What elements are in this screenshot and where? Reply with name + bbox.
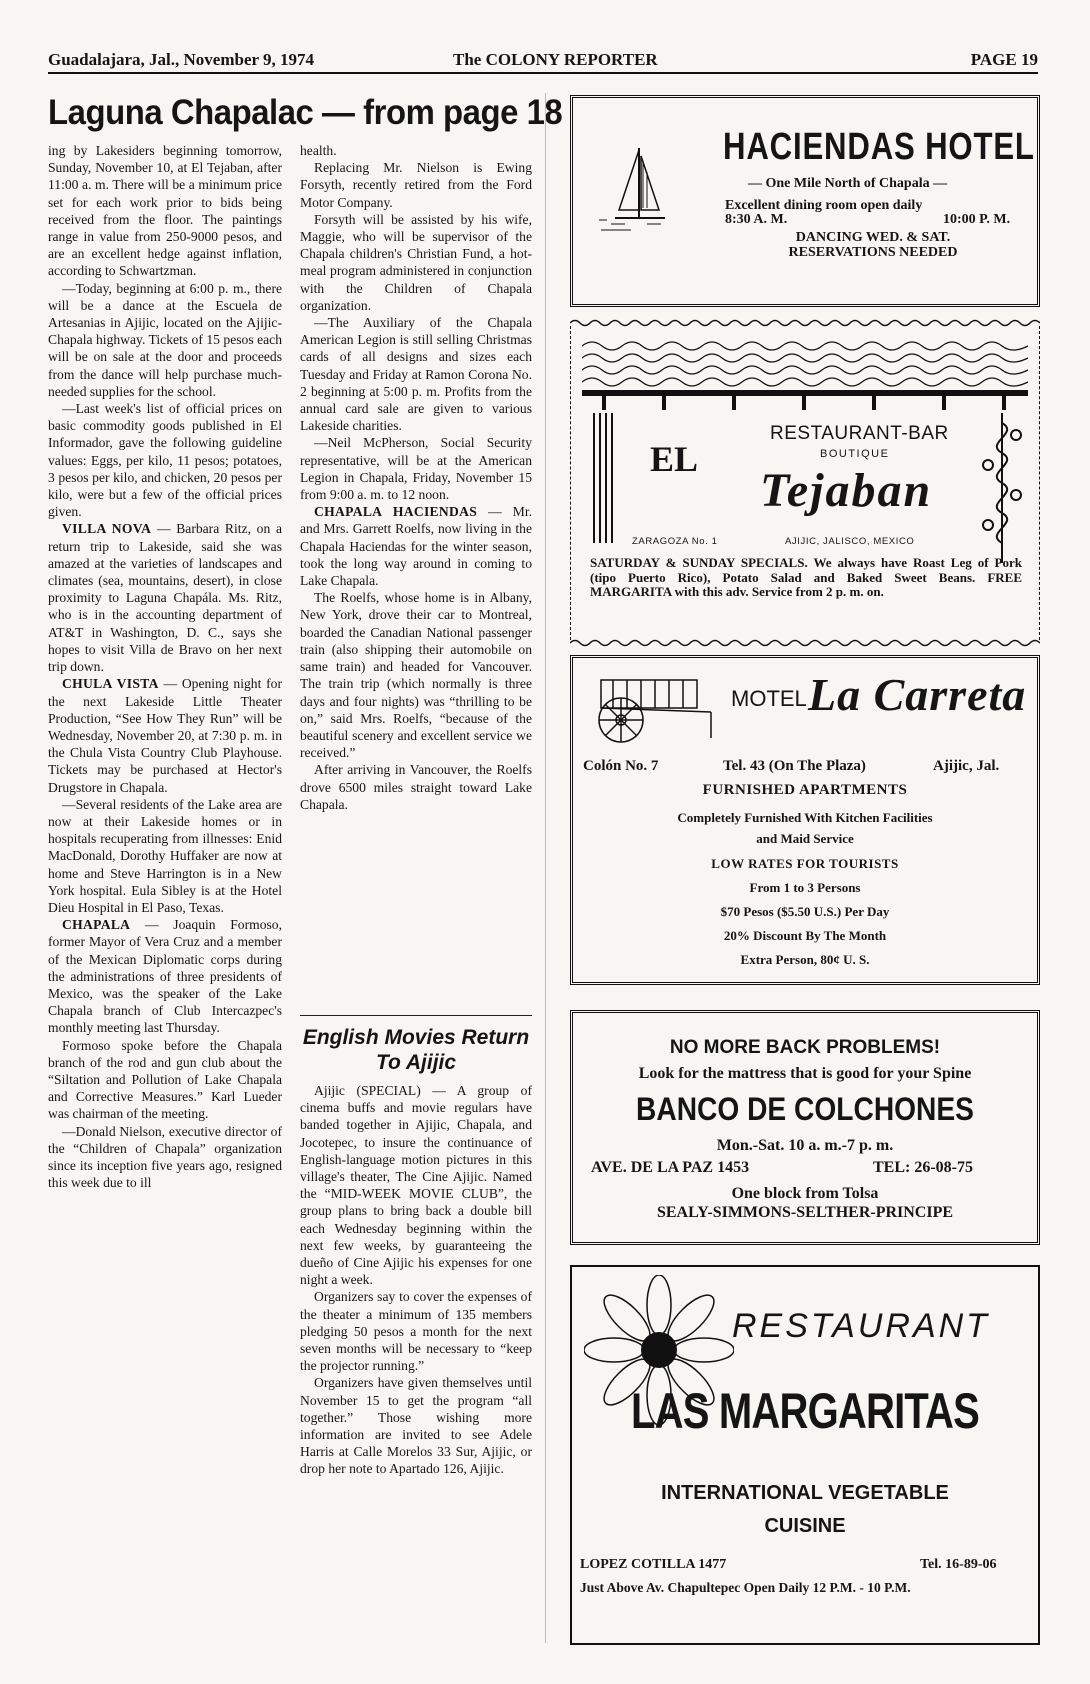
ad-banco-de-colchones — [570, 1010, 1040, 1245]
paragraph: CHAPALA HACIENDAS — Mr. and Mrs. Garrett Roelfs, now living in the Chapala Haciendas for the winter season, took the long way around in coming to Lake Chapala. — [300, 504, 533, 589]
motel-label: MOTEL — [731, 686, 807, 711]
paragraph: Organizers have given themselves until November 15 to get the program “all together.” Those wishing more information are invited to see Adele Harris at Calle Morelos 33 Sur, Ajijic, or drop her note to Apartado 126, Ajijic. — [300, 1375, 532, 1477]
dancing-line: DANCING WED. & SAT. — [795, 230, 951, 245]
paragraph: —Last week's list of official prices on basic commodity goods published in El Informador, gave the following guideline values: Eggs, per kilo, 11 pesos; potatoes, 3 pesos per kilo, and chicken, 20 pesos per kilo, were but a few of the official prices given. — [48, 401, 282, 520]
carreta-line: FURNISHED APARTMENTS — [702, 782, 908, 798]
paragraph: VILLA NOVA — Barbara Ritz, on a return trip to Lakeside, said she was amazed at the varieties of landscapes and climates (sea, mountains, desert), in close proximity to Laguna Chapála. Ms. Ritz, who is in the accounting department of AT&T in Washington, D. C., says she hopes to visit Villa de Bravo on her next trip down. — [48, 521, 282, 675]
hours-open: 8:30 A. M. — [725, 212, 788, 227]
restaurant-bar-label: RESTAURANT-BAR — [770, 423, 949, 444]
cuisine-line-2: CUISINE — [764, 1515, 846, 1537]
column-separator — [545, 93, 546, 1643]
el-label: EL — [650, 439, 699, 479]
paragraph: Replacing Mr. Nielson is Ewing Forsyth, recently retired from the Ford Motor Company. — [300, 160, 532, 210]
reservations-line: RESERVATIONS NEEDED — [788, 245, 958, 260]
paragraph: Formoso spoke before the Chapala branch of the rod and gun club about the “Siltation and Pollution of Lake Chapala and Corrective Measures.” Karl Lueder was chairman of the meeting. — [48, 1037, 282, 1122]
colchones-brands: SEALY-SIMMONS-SELTHER-PRINCIPE — [656, 1204, 954, 1221]
boutique-label: BOUTIQUE — [820, 448, 890, 460]
paragraph: —Donald Nielson, executive director of the “Children of Chapala” organization since its inception five years ago, resigned this week due to ill — [48, 1123, 282, 1191]
paragraph: Ajijic (SPECIAL) — A group of cinema buffs and movie regulars have banded together in Ajijic, Chapala, and Jocotepec, to insure the continuance of English-language motion pictures in this village's theater, The Cine Ajijic. Named the “MID-WEEK MOVIE CLUB”, the group plans to bring back a double bill each Wednesday beginning within the next few weeks, by guaranteeing the dueño of Cine Ajijic his expenses for one night a week. — [300, 1083, 532, 1288]
colchones-hours: Mon.-Sat. 10 a. m.-7 p. m. — [716, 1137, 894, 1154]
border-top — [570, 318, 1040, 328]
carreta-city: Ajijic, Jal. — [933, 758, 1000, 774]
margaritas-name: LAS MARGARITAS — [630, 1383, 980, 1439]
paragraph: CHULA VISTA — Opening night for the next Lakeside Little Theater Production, “See How They Run” will be Wednesday, November 20, at 7:30 p. m. in the Chula Vista Country Club Playhouse. Tickets may be purchased at Hector's Drugstore in Chapala. — [48, 676, 282, 795]
la-carreta-logo: La Carreta — [808, 669, 1027, 720]
section-lead: CHULA VISTA — [62, 676, 159, 692]
sailboat-icon — [591, 138, 681, 248]
masthead: The COLONY REPORTER — [453, 50, 658, 69]
carreta-line: Extra Person, 80¢ U. S. — [740, 952, 870, 967]
paragraph: After arriving in Vancouver, the Roelfs drove 6500 miles straight toward Lake Chapala. — [300, 762, 532, 812]
colchones-phone: TEL: 26-08-75 — [873, 1159, 973, 1176]
page-header — [48, 50, 1038, 74]
divider — [300, 1015, 532, 1016]
ad-motel-la-carreta — [570, 655, 1040, 985]
tile-roof-icon — [582, 338, 1028, 418]
carreta-line: and Maid Service — [756, 831, 854, 846]
carreta-phone: Tel. 43 (On The Plaza) — [723, 758, 866, 774]
colchones-name: BANCO DE COLCHONES — [636, 1091, 974, 1127]
dining-line: Excellent dining room open daily — [725, 198, 923, 213]
cuisine-line-1: INTERNATIONAL VEGETABLE — [661, 1482, 949, 1504]
ad-las-margaritas — [570, 1265, 1040, 1645]
paragraph: —Today, beginning at 6:00 p. m., there will be a dance at the Escuela de Artesanias in Ajijic, located on the Ajijic-Chapala highway. Tickets of 15 pesos each will be on sale at the door and proceeds from the dance will help purchase much-needed supplies for the school. — [48, 280, 282, 399]
subheadline: English Movies Return To Ajijic — [302, 1026, 530, 1074]
restaurant-script: RESTAURANT — [732, 1307, 990, 1345]
article-column-3 — [300, 1082, 532, 1478]
article-headline: Laguna Chapalac — from page 18 — [48, 93, 563, 132]
carreta-line: $70 Pesos ($5.50 U.S.) Per Day — [720, 904, 890, 919]
tejaban-address-1: ZARAGOZA No. 1 — [632, 536, 718, 547]
paragraph: The Roelfs, whose home is in Albany, New York, drove their car to Montreal, boarded the Canadian National passenger train (also shipping their automobile on same train) and headed for Vancouver. The train trip (which normally is three days and four nights) was “thrilling to be on,” said Mrs. Roelfs, “because of the beautiful scenery and excellent service we received.” — [300, 590, 532, 761]
hours-close: 10:00 P. M. — [943, 212, 1011, 227]
paragraph: CHAPALA — Joaquin Formoso, former Mayor of Vera Cruz and a member of the Mexican Diplomatic corps during the administrations of three presidents of Mexico, was the speaker of the Lake Chapala branch of Club Intercazpec's monthly meeting last Thursday. — [48, 917, 282, 1036]
border-bottom — [570, 638, 1040, 648]
margaritas-phone: Tel. 16-89-06 — [920, 1557, 997, 1572]
tejaban-address-2: AJIJIC, JALISCO, MEXICO — [785, 536, 915, 547]
colchones-headline: NO MORE BACK PROBLEMS! — [669, 1037, 941, 1058]
page-number: PAGE 19 — [970, 50, 1038, 69]
article-column-1 — [48, 142, 282, 1191]
section-lead: VILLA NOVA — [62, 521, 152, 537]
section-lead: CHAPALA — [62, 917, 131, 933]
hotel-subtitle: — One Mile North of Chapala — — [748, 176, 948, 191]
section-lead: CHAPALA HACIENDAS — [314, 504, 478, 520]
carreta-line: 20% Discount By The Month — [723, 928, 887, 943]
tejaban-logo: Tejaban — [760, 464, 933, 517]
colchones-tagline: Look for the mattress that is good for your Spine — [638, 1065, 972, 1082]
ad-el-tejaban — [570, 318, 1040, 648]
paragraph: health. — [300, 143, 337, 158]
ad-haciendas-hotel — [570, 95, 1040, 307]
carreta-line: From 1 to 3 Persons — [749, 880, 861, 895]
paragraph: —Several residents of the Lake area are now at their Lakeside homes or in hospitals recuperating from illnesses: Enid MacDonald, Dorothy Huffaker are now at home and Steve Harrington is in a New York hospital. Eula Sibley is at the Hotel Dieu Hospital in El Paso, Texas. — [48, 796, 282, 915]
vine-pillar-icon — [980, 413, 1024, 563]
hotel-title: HACIENDAS HOTEL — [723, 126, 1035, 168]
dateline: Guadalajara, Jal., November 9, 1974 — [48, 50, 315, 69]
margaritas-address: LOPEZ COTILLA 1477 — [580, 1557, 727, 1572]
carreta-line: Completely Furnished With Kitchen Facilities — [677, 810, 933, 825]
article-column-2 — [300, 142, 532, 813]
carreta-address: Colón No. 7 — [583, 758, 659, 774]
carreta-line: LOW RATES FOR TOURISTS — [711, 856, 899, 871]
paragraph: Forsyth will be assisted by his wife, Maggie, who will be supervisor of the Chapala children's Christian Fund, a hot-meal program administered in conjunction with the Children of Chapala organization. — [300, 211, 532, 313]
weekend-specials: SATURDAY & SUNDAY SPECIALS. We always have Roast Leg of Pork (tipo Puerto Rico), Potato Salad and Baked Sweet Beans. FREE MARGARITA with this adv. Service from 2 p. m. on. — [590, 555, 1022, 599]
ox-cart-icon — [581, 668, 721, 748]
margaritas-hours: Just Above Av. Chapultepec Open Daily 12 P.M. - 10 P.M. — [580, 1580, 911, 1595]
colchones-address: AVE. DE LA PAZ 1453 — [591, 1159, 750, 1176]
colchones-location: One block from Tolsa — [731, 1185, 879, 1202]
paragraph: —Neil McPherson, Social Security representative, will be at the American Legion in Chapala, Friday, November 15 from 9:00 a. m. to 12 noon. — [300, 435, 532, 503]
paragraph: Organizers say to cover the expenses of the theater a minimum of 135 members pledging 50 pesos a month for the next seven months will be necessary to “keep the projector running.” — [300, 1289, 532, 1374]
pillar-icon — [590, 413, 620, 543]
paragraph: —The Auxiliary of the Chapala American Legion is still selling Christmas cards of all designs and sizes each Tuesday and Friday at Ramon Corona No. 2 beginning at 5:00 p. m. Profits from the annual card sale are given to various Lakeside charities. — [300, 315, 532, 434]
paragraph: ing by Lakesiders beginning tomorrow, Sunday, November 10, at El Tejaban, after 11:00 a. m. There will be a minimum price set for each work prior to bids being received from the floor. The paintings range in value from 250-9000 pesos, and are an excellent hedge against inflation, according to Schwartzman. — [48, 143, 282, 279]
